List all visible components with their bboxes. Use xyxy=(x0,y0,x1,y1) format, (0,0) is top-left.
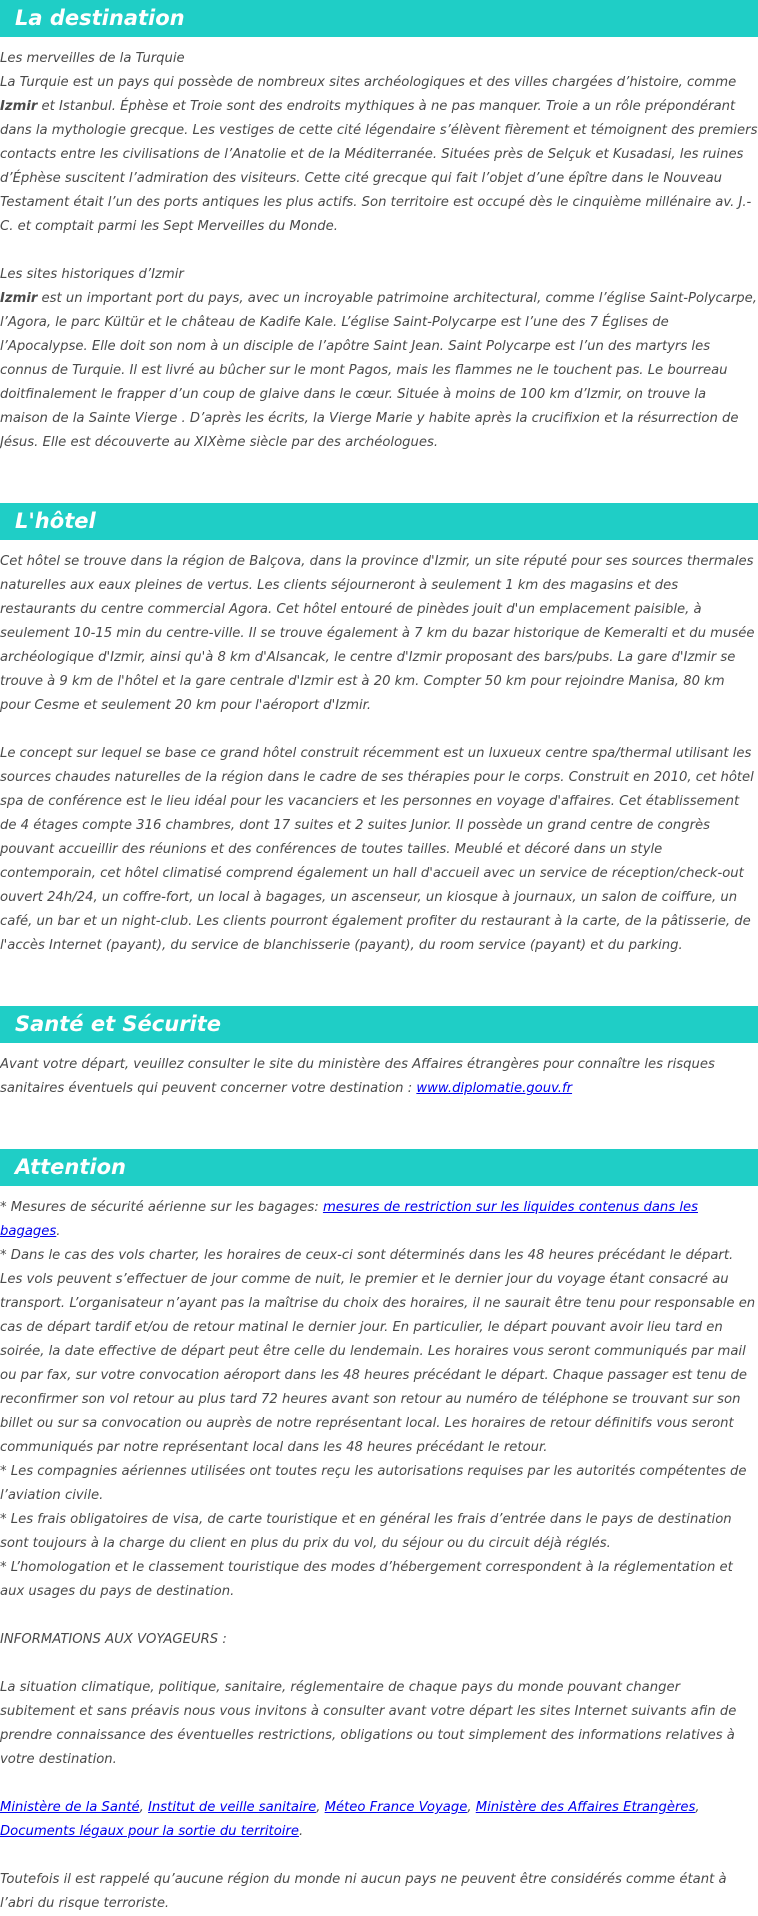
meteo-france-link[interactable]: Méteo France Voyage xyxy=(324,1800,468,1815)
veille-sanitaire-link[interactable]: Institut de veille sanitaire xyxy=(148,1800,317,1815)
info-voyageurs-heading: INFORMATIONS AUX VOYAGEURS : xyxy=(0,1632,227,1647)
merveilles-text-start: La Turquie est un pays qui possède de nombreux sites archéologiques et des villes chargées d’histoire, comme xyxy=(0,75,737,90)
merveilles-title: Les merveilles de la Turquie xyxy=(0,51,185,66)
attention-item-compagnies: * Les compagnies aériennes utilisées ont toutes reçu les autorisations requises par les autorités compétentes de l’aviation civile. xyxy=(0,1464,747,1503)
sante-text-body: Avant votre départ, veuillez consulter le site du ministère des Affaires étrangères pour connaître les risques sanitaires éventuels qui peuvent concerner votre destination : xyxy=(0,1057,715,1096)
liquides-restriction-link[interactable]: mesures de restriction sur les liquides contenus dans les bagages xyxy=(0,1200,698,1239)
affaires-etrangeres-link[interactable]: Ministère des Affaires Etrangères xyxy=(475,1800,696,1815)
attention-item-frais: * Les frais obligatoires de visa, de carte touristique et en général les frais d’entrée dans le pays de destination sont toujours à la charge du client en plus du prix du vol, du séjour ou du circuit déjà réglés. xyxy=(0,1512,732,1551)
sante-section xyxy=(0,1006,758,1101)
hotel-section xyxy=(0,503,758,958)
attention-item-bagages xyxy=(0,1196,758,1244)
destination-section xyxy=(0,0,758,455)
sites-title: Les sites historiques d’Izmir xyxy=(0,267,184,282)
documents-legaux-link[interactable]: Documents légaux pour la sortie du territoire xyxy=(0,1824,299,1839)
official-links xyxy=(0,1796,758,1844)
link-separator: , xyxy=(467,1800,476,1815)
links-end: . xyxy=(298,1824,304,1839)
sante-banner: Santé et Sécurite xyxy=(0,1006,758,1043)
merveilles-text xyxy=(0,71,758,239)
hotel-banner: L'hôtel xyxy=(0,503,758,540)
diplomatie-link[interactable]: www.diplomatie.gouv.fr xyxy=(416,1081,573,1096)
izmir-bold: Izmir xyxy=(0,99,38,114)
attention-section xyxy=(0,1149,758,1916)
bagages-label: * Mesures de sécurité aérienne sur les bagages: xyxy=(0,1200,323,1215)
sante-ministry-link[interactable]: Ministère de la Santé xyxy=(0,1800,140,1815)
hotel-paragraph-2: Le concept sur lequel se base ce grand hôtel construit récemment est un luxueux centre spa/thermal utilisant les sources chaudes naturelles de la région dans le cadre de ses thérapies pour le corps. Construit en 2010, cet hôtel spa de conférence est le lieu idéal pour les vacanciers et les personnes en voyage d'affaires. Cet établissement de 4 étages compte 316 chambres, dont 17 suites et 2 suites Junior. Il possède un grand centre de congrès pouvant accueillir des réunions et des conférences de toutes tailles. Meublé et décoré dans un style contemporain, cet hôtel climatisé comprend également un hall d'accueil avec un service de réception/check-out ouvert 24h/24, un coffre-fort, un local à bagages, un ascenseur, un kiosque à journaux, un salon de coiffure, un café, un bar et un night-club. Les clients pourront également profiter du restaurant à la carte, de la pâtisserie, de l'accès Internet (payant), du service de blanchisserie (payant), du room service (payant) et du parking. xyxy=(0,746,754,953)
attention-item-charter: * Dans le cas des vols charter, les horaires de ceux-ci sont déterminés dans les 48 heures précédant le départ. Les vols peuvent s’effectuer de jour comme de nuit, le premier et le dernier jour du voyage étant consacré au transport. L’organisateur n’ayant pas la maîtrise du choix des horaires, il ne saurait être tenu pour responsable en cas de départ tardif et/ou de retour matinal le dernier jour. En particulier, le départ pouvant avoir lieu tard en soirée, la date effective de départ peut être celle du lendemain. Les horaires vous seront communiqués par mail ou par fax, sur votre convocation aéroport dans les 48 heures précédant le départ. Chaque passager est tenu de reconfirmer son vol retour au plus tard 72 heures avant son retour au numéro de téléphone se trouvant sur son billet ou sur sa convocation ou auprès de notre représentant local. Les horaires de retour définitifs vous seront communiqués par notre représentant local dans les 48 heures précédant le retour. xyxy=(0,1248,756,1455)
merveilles-text-end: et Istanbul. Éphèse et Troie sont des endroits mythiques à ne pas manquer. Troie a un rôle prépondérant dans la mythologie grecque. Les vestiges de cette cité légendaire s’élèvent fièrement et témoignent des premiers contacts entre les civilisations de l’Anatolie et de la Méditerranée. Situées près de Selçuk et Kusadasi, les ruines d’Éphèse suscitent l’admiration des visiteurs. Cette cité grecque qui fait l’objet d’une épître dans le Nouveau Testament était l’un des ports antiques les plus actifs. Son territoire est occupé dès le cinquième millénaire av. J.-C. et comptait parmi les Sept Merveilles du Monde. xyxy=(0,99,758,234)
sites-text xyxy=(0,287,758,455)
link-separator: , xyxy=(695,1800,700,1815)
info-voyageurs-text: La situation climatique, politique, sanitaire, réglementaire de chaque pays du monde pouvant changer subitement et sans préavis nous vous invitons à consulter avant votre départ les sites Internet suivants afin de prendre connaissance des éventuelles restrictions, obligations ou tout simplement des informations relatives à votre destination. xyxy=(0,1680,737,1767)
sites-text-body: est un important port du pays, avec un incroyable patrimoine architectural, comme l’église Saint-Polycarpe, l’Agora, le parc Kültür et le château de Kadife Kale. L’église Saint-Polycarpe est l’une des 7 Églises de l’Apocalypse. Elle doit son nom à un disciple de l’apôtre Saint Jean. Saint Polycarpe est l’un des martyrs les connus de Turquie. Il est livré au bûcher sur le mont Pagos, mais les flammes ne le touchent pas. Le bourreau doitfinalement le frapper d’un coup de glaive dans le cœur. Située à moins de 100 km d’Izmir, on trouve la maison de la Sainte Vierge . D’après les écrits, la Vierge Marie y habite après la crucifixion et la résurrection de Jésus. Elle est découverte au XIXème siècle par des archéologues. xyxy=(0,291,757,450)
destination-banner: La destination xyxy=(0,0,758,37)
link-separator: , xyxy=(139,1800,149,1815)
bagages-end: . xyxy=(56,1224,61,1239)
izmir-bold: Izmir xyxy=(0,291,38,306)
link-separator: , xyxy=(316,1800,325,1815)
sante-text xyxy=(0,1053,758,1101)
hotel-paragraph-1: Cet hôtel se trouve dans la région de Balçova, dans la province d'Izmir, un site réputé pour ses sources thermales naturelles aux eaux pleines de vertus. Les clients séjourneront à seulement 1 km des magasins et des restaurants du centre commercial Agora. Cet hôtel entouré de pinèdes jouit d'un emplacement paisible, à seulement 10-15 min du centre-ville. Il se trouve également à 7 km du bazar historique de Kemeralti et du musée archéologique d'Izmir, ainsi qu'à 8 km d'Alsancak, le centre d'Izmir proposant des bars/pubs. La gare d'Izmir se trouve à 9 km de l'hôtel et la gare centrale d'Izmir est à 20 km. Compter 50 km pour rejoindre Manisa, 80 km pour Cesme et seulement 20 km pour l'aéroport d'Izmir. xyxy=(0,554,755,713)
attention-banner: Attention xyxy=(0,1149,758,1186)
terrorism-notice: Toutefois il est rappelé qu’aucune région du monde ni aucun pays ne peuvent être considérés comme étant à l’abri du risque terroriste. xyxy=(0,1872,727,1911)
attention-item-homologation: * L’homologation et le classement touristique des modes d’hébergement correspondent à la réglementation et aux usages du pays de destination. xyxy=(0,1560,733,1599)
